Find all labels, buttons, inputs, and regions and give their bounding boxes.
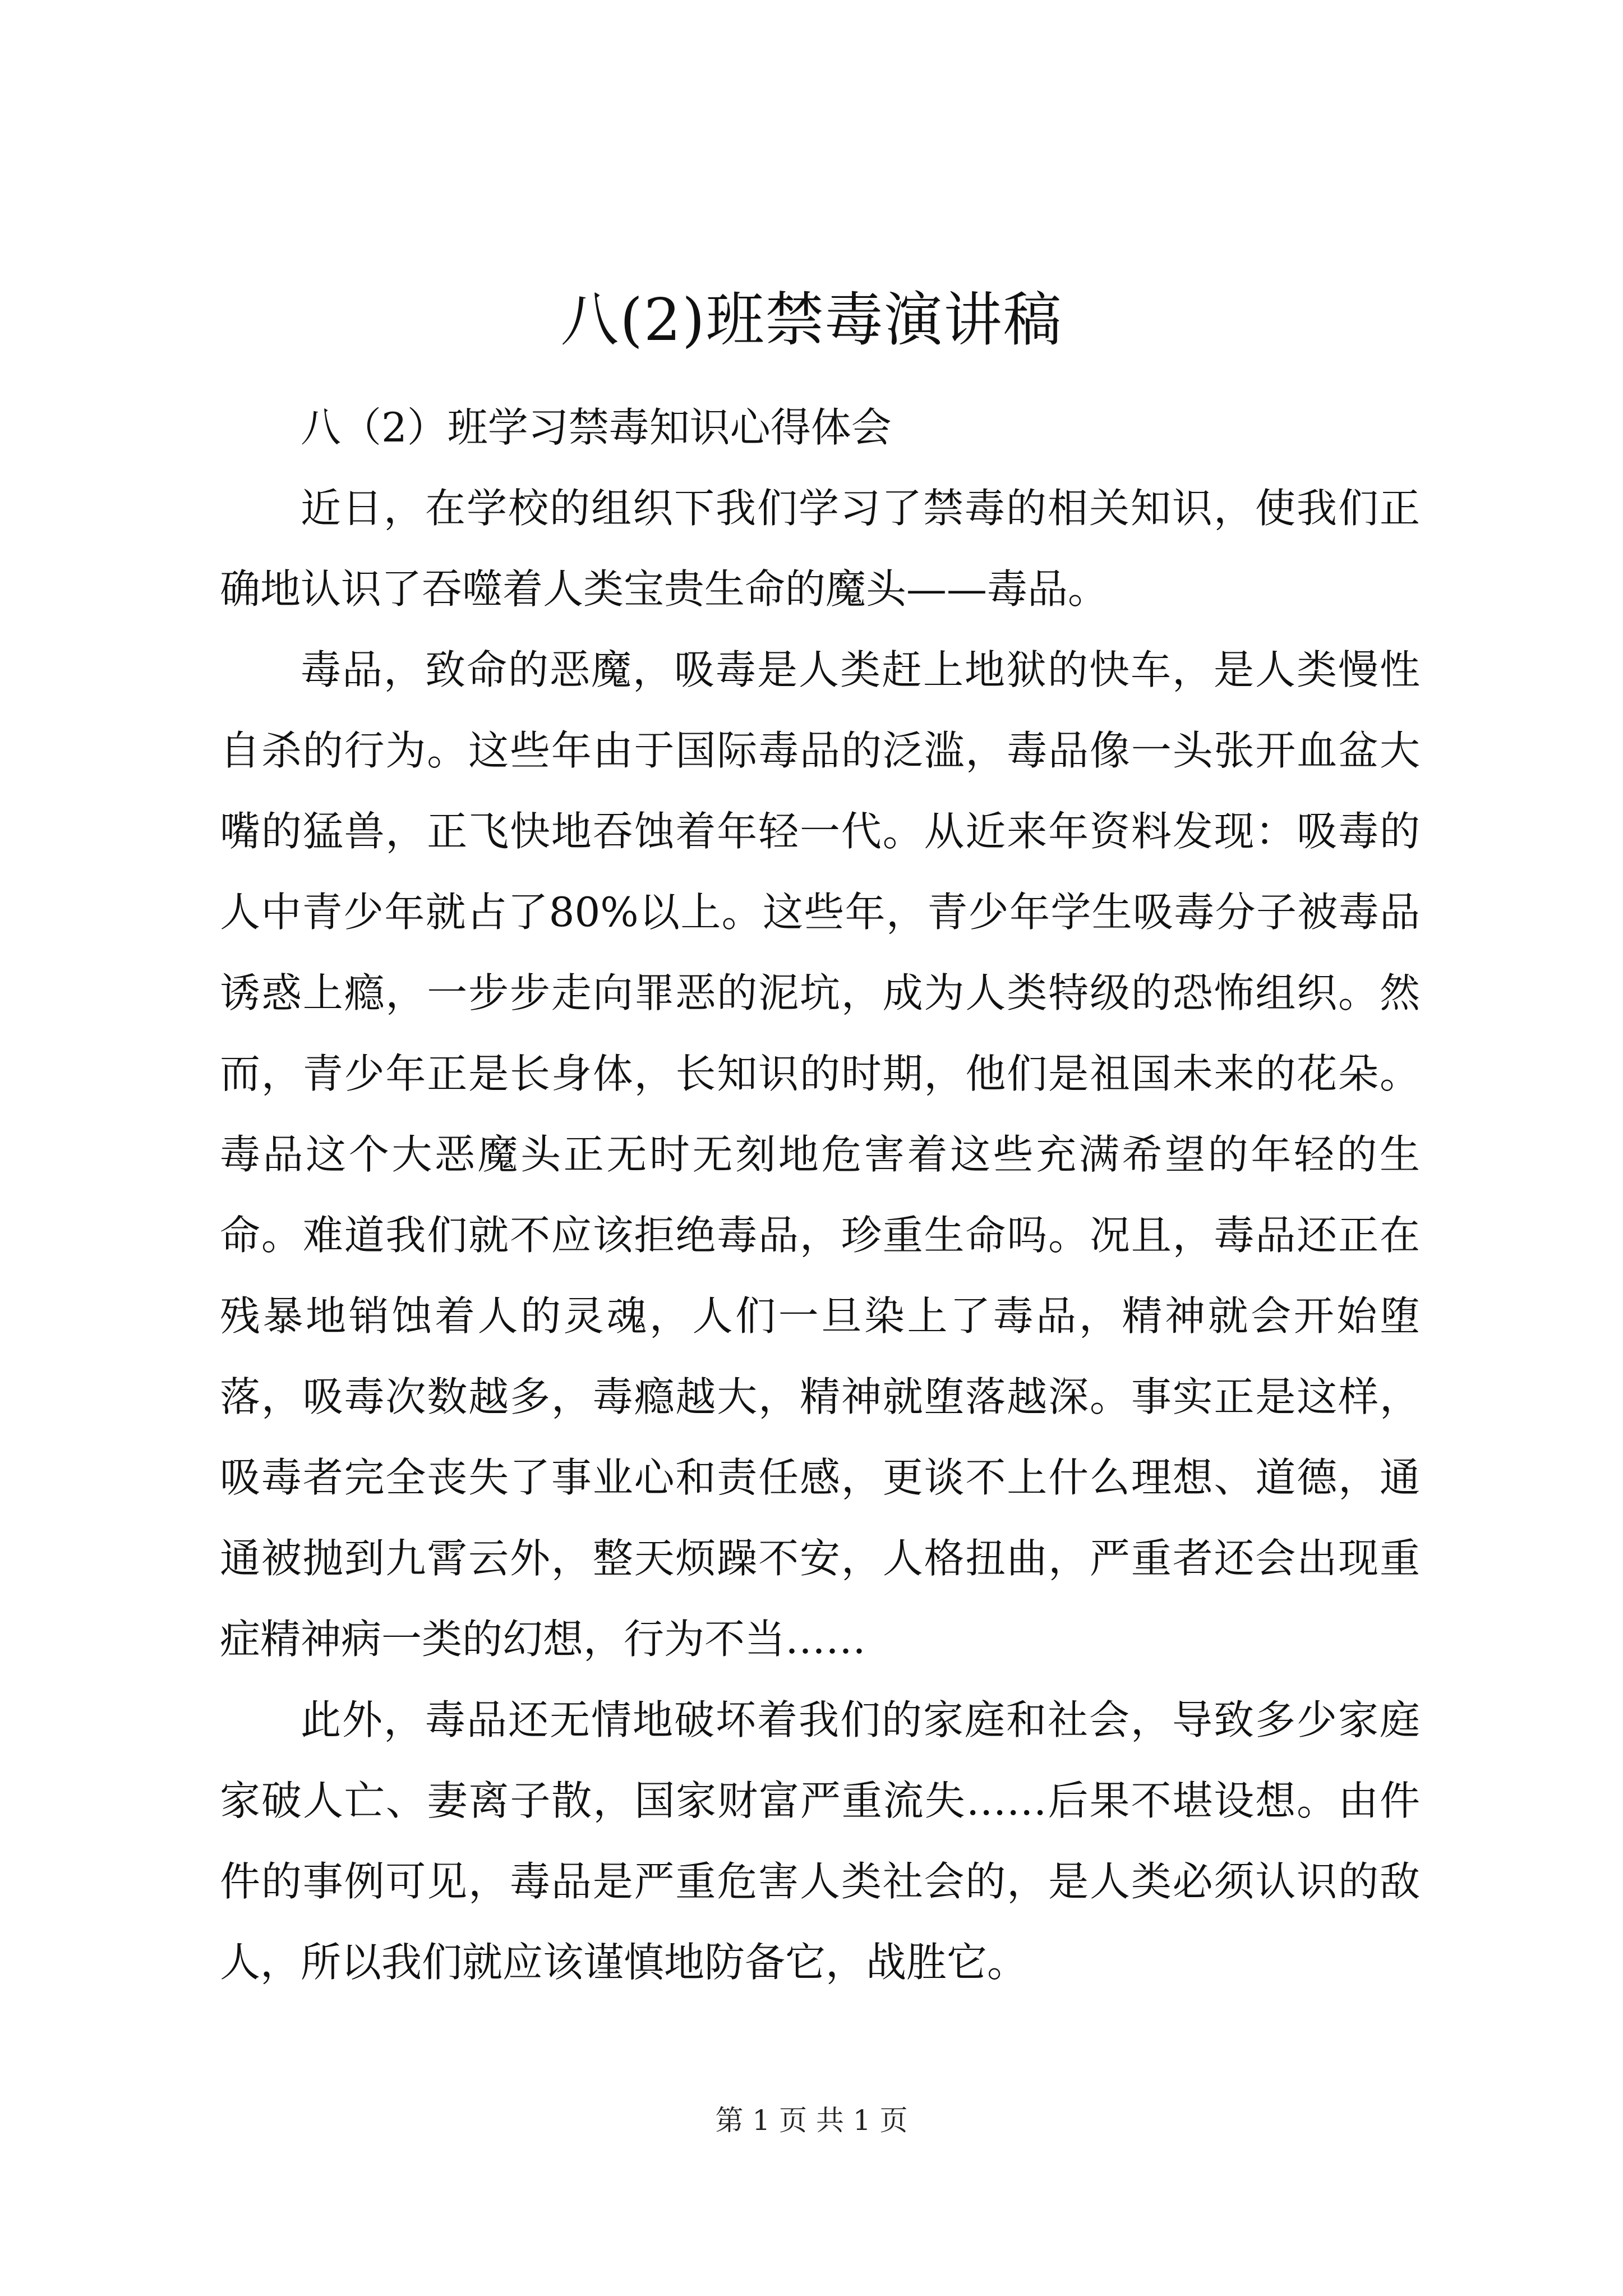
paragraph: 近日，在学校的组织下我们学习了禁毒的相关知识，使我们正确地认识了吞噬着人类宝贵生命的魔头——毒品。 bbox=[220, 485, 1420, 613]
document-title: 八(2)班禁毒演讲稿 bbox=[560, 286, 1063, 354]
document-body bbox=[220, 387, 1420, 2003]
paragraph: 毒品，致命的恶魔，吸毒是人类赶上地狱的快车，是人类慢性自杀的行为。这些年由于国际毒品的泛滥，毒品像一头张开血盆大嘴的猛兽，正飞快地吞蚀着年轻一代。从近来年资料发现：吸毒的人中青少年就占了80%以上。这些年，青少年学生吸毒分子被毒品诱惑上瘾，一步步走向罪恶的泥坑，成为人类特级的恐怖组织。然而，青少年正是长身体，长知识的时期，他们是祖国未来的花朵。毒品这个大恶魔头正无时无刻地危害着这些充满希望的年轻的生命。难道我们就不应该拒绝毒品，珍重生命吗。况且，毒品还正在残暴地销蚀着人的灵魂，人们一旦染上了毒品，精神就会开始堕落，吸毒次数越多，毒瘾越大，精神就堕落越深。事实正是这样，吸毒者完全丧失了事业心和责任感，更谈不上什么理想、道德，通通被抛到九霄云外，整天烦躁不安，人格扭曲，严重者还会出现重症精神病一类的幻想，行为不当…… bbox=[220, 646, 1420, 1663]
paragraph: 此外，毒品还无情地破坏着我们的家庭和社会，导致多少家庭家破人亡、妻离子散，国家财富严重流失……后果不堪设想。由件件的事例可见，毒品是严重危害人类社会的，是人类必须认识的敌人，所以我们就应该谨慎地防备它，战胜它。 bbox=[220, 1696, 1420, 1986]
paragraph-subtitle: 八（2）班学习禁毒知识心得体会 bbox=[301, 404, 892, 451]
page-footer: 第 1 页 共 1 页 bbox=[715, 2104, 908, 2137]
